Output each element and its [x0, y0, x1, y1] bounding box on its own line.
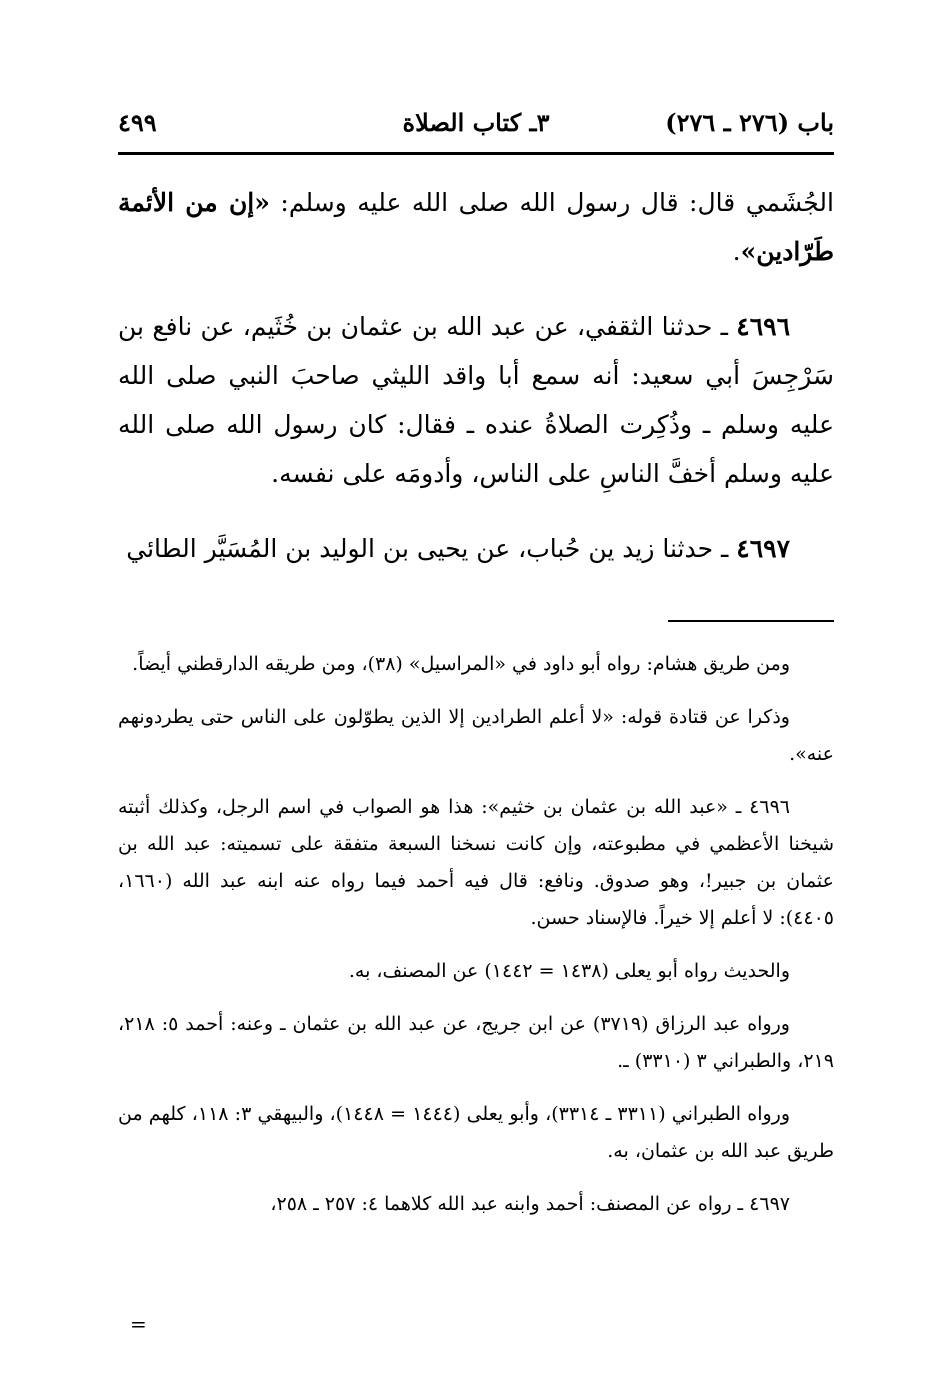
continuation-mark: =	[130, 1312, 147, 1336]
header-rule	[118, 152, 834, 155]
page-header	[118, 108, 834, 150]
footnote: وذكرا عن قتادة قوله: «لا أعلم الطرادين إلا الذين يطوّلون على الناس حتى يطردونهم عنه».	[118, 706, 834, 765]
hadith-quote: «إن من الأئمة طَرّادين»	[118, 188, 834, 266]
chapter-heading: باب (٢٧٦ ـ ٢٧٦)	[665, 108, 834, 137]
book-title: ٣ـ كتاب الصلاة	[402, 108, 550, 137]
page-number: ٤٩٩	[118, 108, 157, 137]
footnote-separator	[668, 620, 834, 622]
footnote: ورواه الطبراني (٣٣١١ ـ ٣٣١٤)، وأبو يعلى (١٤٤٤ = ١٤٤٨)، والبيهقي ٣: ١١٨، كلهم من طريق عبد الله بن عثمان، به.	[118, 1103, 834, 1162]
footnote: ٤٦٩٦ ـ «عبد الله بن عثمان بن خثيم»: هذا هو الصواب في اسم الرجل، وكذلك أثبته شيخنا الأعظمي في مطبوعته، وإن كانت نسخنا السبعة متفقة على تسميته: عبد الله بن عثمان بن جبير!، وهو صدوق. ونافع: قال فيه أحمد فيما رواه عنه ابنه عبد الله (١٦٦٠، ٤٤٠٥): لا أعلم إلا خيراً. فالإسناد حسن.	[118, 796, 834, 929]
footnote: ورواه عبد الرزاق (٣٧١٩) عن ابن جريج، عن عبد الله بن عثمان ـ وعنه: أحمد ٥: ٢١٨، ٢١٩، والطبراني ٣ (٣٣١٠) ـ.	[118, 1013, 834, 1072]
hadith-number: ٤٦٩٦	[736, 312, 790, 341]
footnotes	[118, 646, 834, 1239]
footnote: ٤٦٩٧ ـ رواه عن المصنف: أحمد وابنه عبد الله كلاهما ٤: ٢٥٧ ـ ٢٥٨،	[270, 1193, 790, 1215]
paragraph-continuation	[118, 178, 834, 276]
hadith-4696	[118, 302, 834, 498]
footnote: ومن طريق هشام: رواه أبو داود في «المراسيل» (٣٨)، ومن طريقه الدارقطني أيضاً.	[132, 653, 790, 675]
hadith-text: ـ حدثنا الثقفي، عن عبد الله بن عثمان بن خُثَيم، عن نافع بن سَرْجِسَ أبي سعيد: أنه سمع أبا واقد الليثي صاحبَ النبي صلى الله عليه وسلم ـ وذُكِرت الصلاةُ عنده ـ فقال: كان رسول الله صلى الله عليه وسلم أخفَّ الناسِ على الناس، وأدومَه على نفسه.	[118, 312, 834, 488]
hadith-number: ٤٦٩٧	[736, 534, 790, 563]
main-text	[118, 178, 834, 573]
paragraph-text: الجُشَمي قال: قال رسول الله صلى الله عليه وسلم:	[269, 188, 834, 217]
footnote: والحديث رواه أبو يعلى (١٤٣٨ = ١٤٤٢) عن المصنف، به.	[348, 960, 790, 982]
paragraph-end: .	[732, 237, 741, 266]
hadith-text: ـ حدثنا زيد ين حُباب، عن يحيى بن الوليد بن المُسَيَّر الطائي	[126, 534, 737, 563]
hadith-4697	[118, 524, 834, 573]
